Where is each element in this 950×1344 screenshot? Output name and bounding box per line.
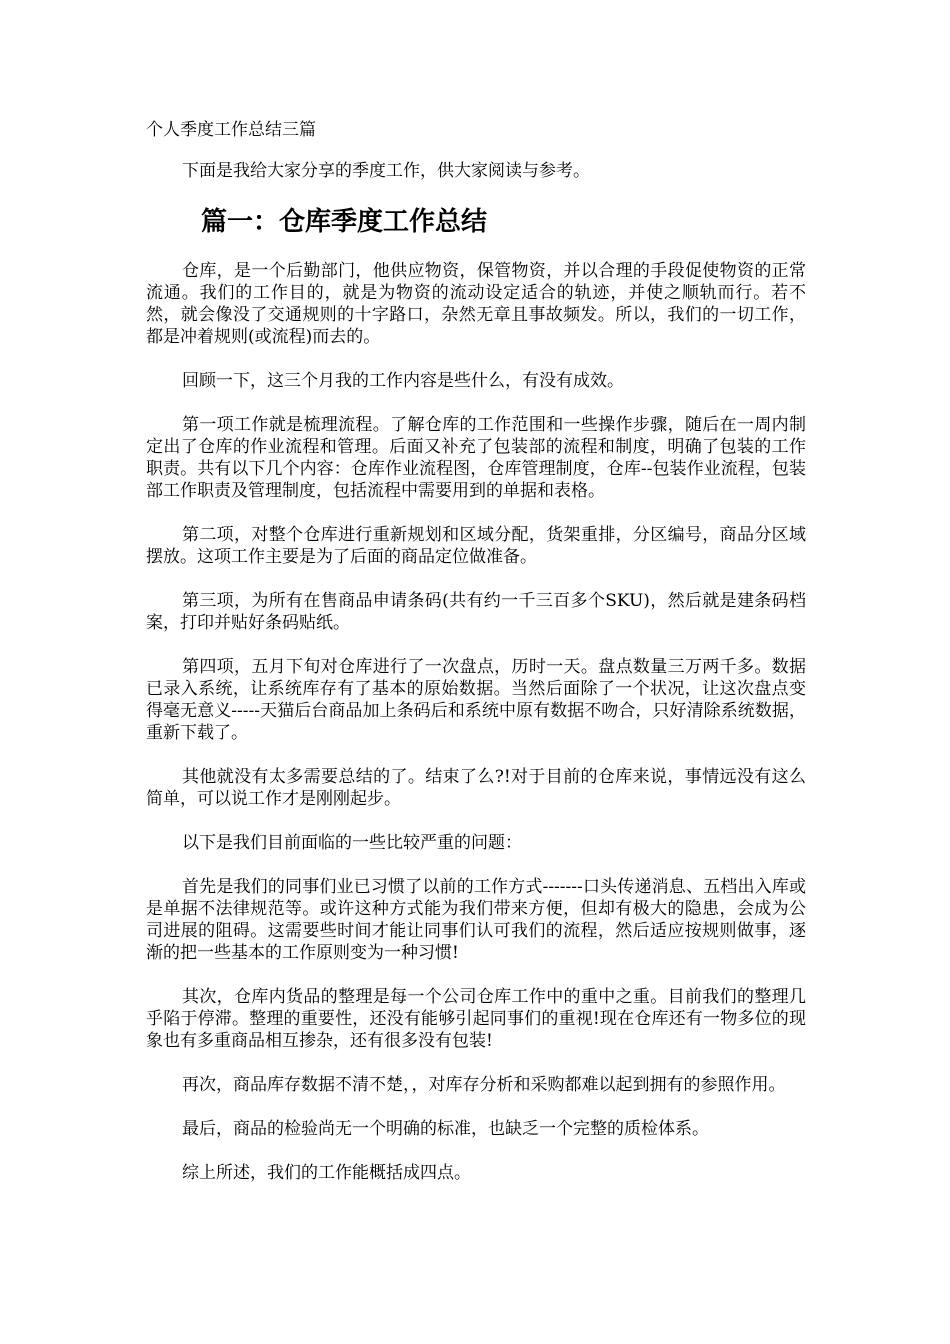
paragraph: 回顾一下，这三个月我的工作内容是些什么，有没有成效。 xyxy=(182,371,624,391)
intro-paragraph: 下面是我给大家分享的季度工作，供大家阅读与参考。 xyxy=(182,161,590,181)
paragraph: 第一项工作就是梳理流程。了解仓库的工作范围和一些操作步骤，随后在一周内制定出了仓库的作业流程和管理。后面又补充了包装部的流程和制度，明确了包装的工作职责。共有以下几个内容：仓库作业流程图，仓库管理制度，仓库--包装作业流程，包装部工作职责及管理制度，包括流程中需要用到的单据和表格。 xyxy=(146,415,806,501)
paragraph: 首先是我们的同事们业已习惯了以前的工作方式-------口头传递消息、五档出入库或是单据不法律规范等。或许这种方式能为我们带来方便，但却有极大的隐患，会成为公司进展的阻碍。这需要些时间才能让同事们认可我们的流程，然后适应按规则做事，逐渐的把一些基本的工作原则变为一种习惯! xyxy=(146,877,806,963)
paragraph: 再次，商品库存数据不清不楚，，对库存分析和采购都难以起到拥有的参照作用。 xyxy=(182,1075,786,1095)
paragraph: 第二项，对整个仓库进行重新规划和区域分配，货架重排，分区编号，商品分区域摆放。这项工作主要是为了后面的商品定位做准备。 xyxy=(146,525,806,567)
paragraph: 第四项，五月下旬对仓库进行了一次盘点，历时一天。盘点数量三万两千多。数据已录入系统，让系统库存有了基本的原始数据。当然后面除了一个状况，让这次盘点变得毫无意义-----天猫后台商品加上条码后和系统中原有数据不吻合，只好清除系统数据，重新下载了。 xyxy=(146,657,806,743)
paragraph: 仓库，是一个后勤部门，他供应物资，保管物资，并以合理的手段促使物资的正常流通。我们的工作目的，就是为物资的流动设定适合的轨迹，并使之顺轨而行。若不然，就会像没了交通规则的十字路口，杂然无章且事故频发。所以，我们的一切工作，都是冲着规则(或流程)而去的。 xyxy=(146,261,806,347)
body-text xyxy=(146,260,806,1206)
paragraph: 最后，商品的检验尚无一个明确的标准，也缺乏一个完整的质检体系。 xyxy=(182,1119,709,1139)
paragraph: 综上所述，我们的工作能概括成四点。 xyxy=(182,1163,471,1183)
paragraph: 以下是我们目前面临的一些比较严重的问题： xyxy=(182,833,522,853)
paragraph: 其次，仓库内货品的整理是每一个公司仓库工作中的重中之重。目前我们的整理几乎陷于停滞。整理的重要性，还没有能够引起同事们的重视!现在仓库还有一物多位的现象也有多重商品相互掺杂，还有很多没有包装! xyxy=(146,987,806,1051)
paragraph: 第三项，为所有在售商品申请条码(共有约一千三百多个SKU)，然后就是建条码档案，打印并贴好条码贴纸。 xyxy=(146,591,806,633)
document-title: 个人季度工作总结三篇 xyxy=(146,120,316,140)
paragraph: 其他就没有太多需要总结的了。结束了么?!对于目前的仓库来说，事情远没有这么简单，可以说工作才是刚刚起步。 xyxy=(146,767,806,809)
section-heading: 篇一：仓库季度工作总结 xyxy=(201,207,488,237)
